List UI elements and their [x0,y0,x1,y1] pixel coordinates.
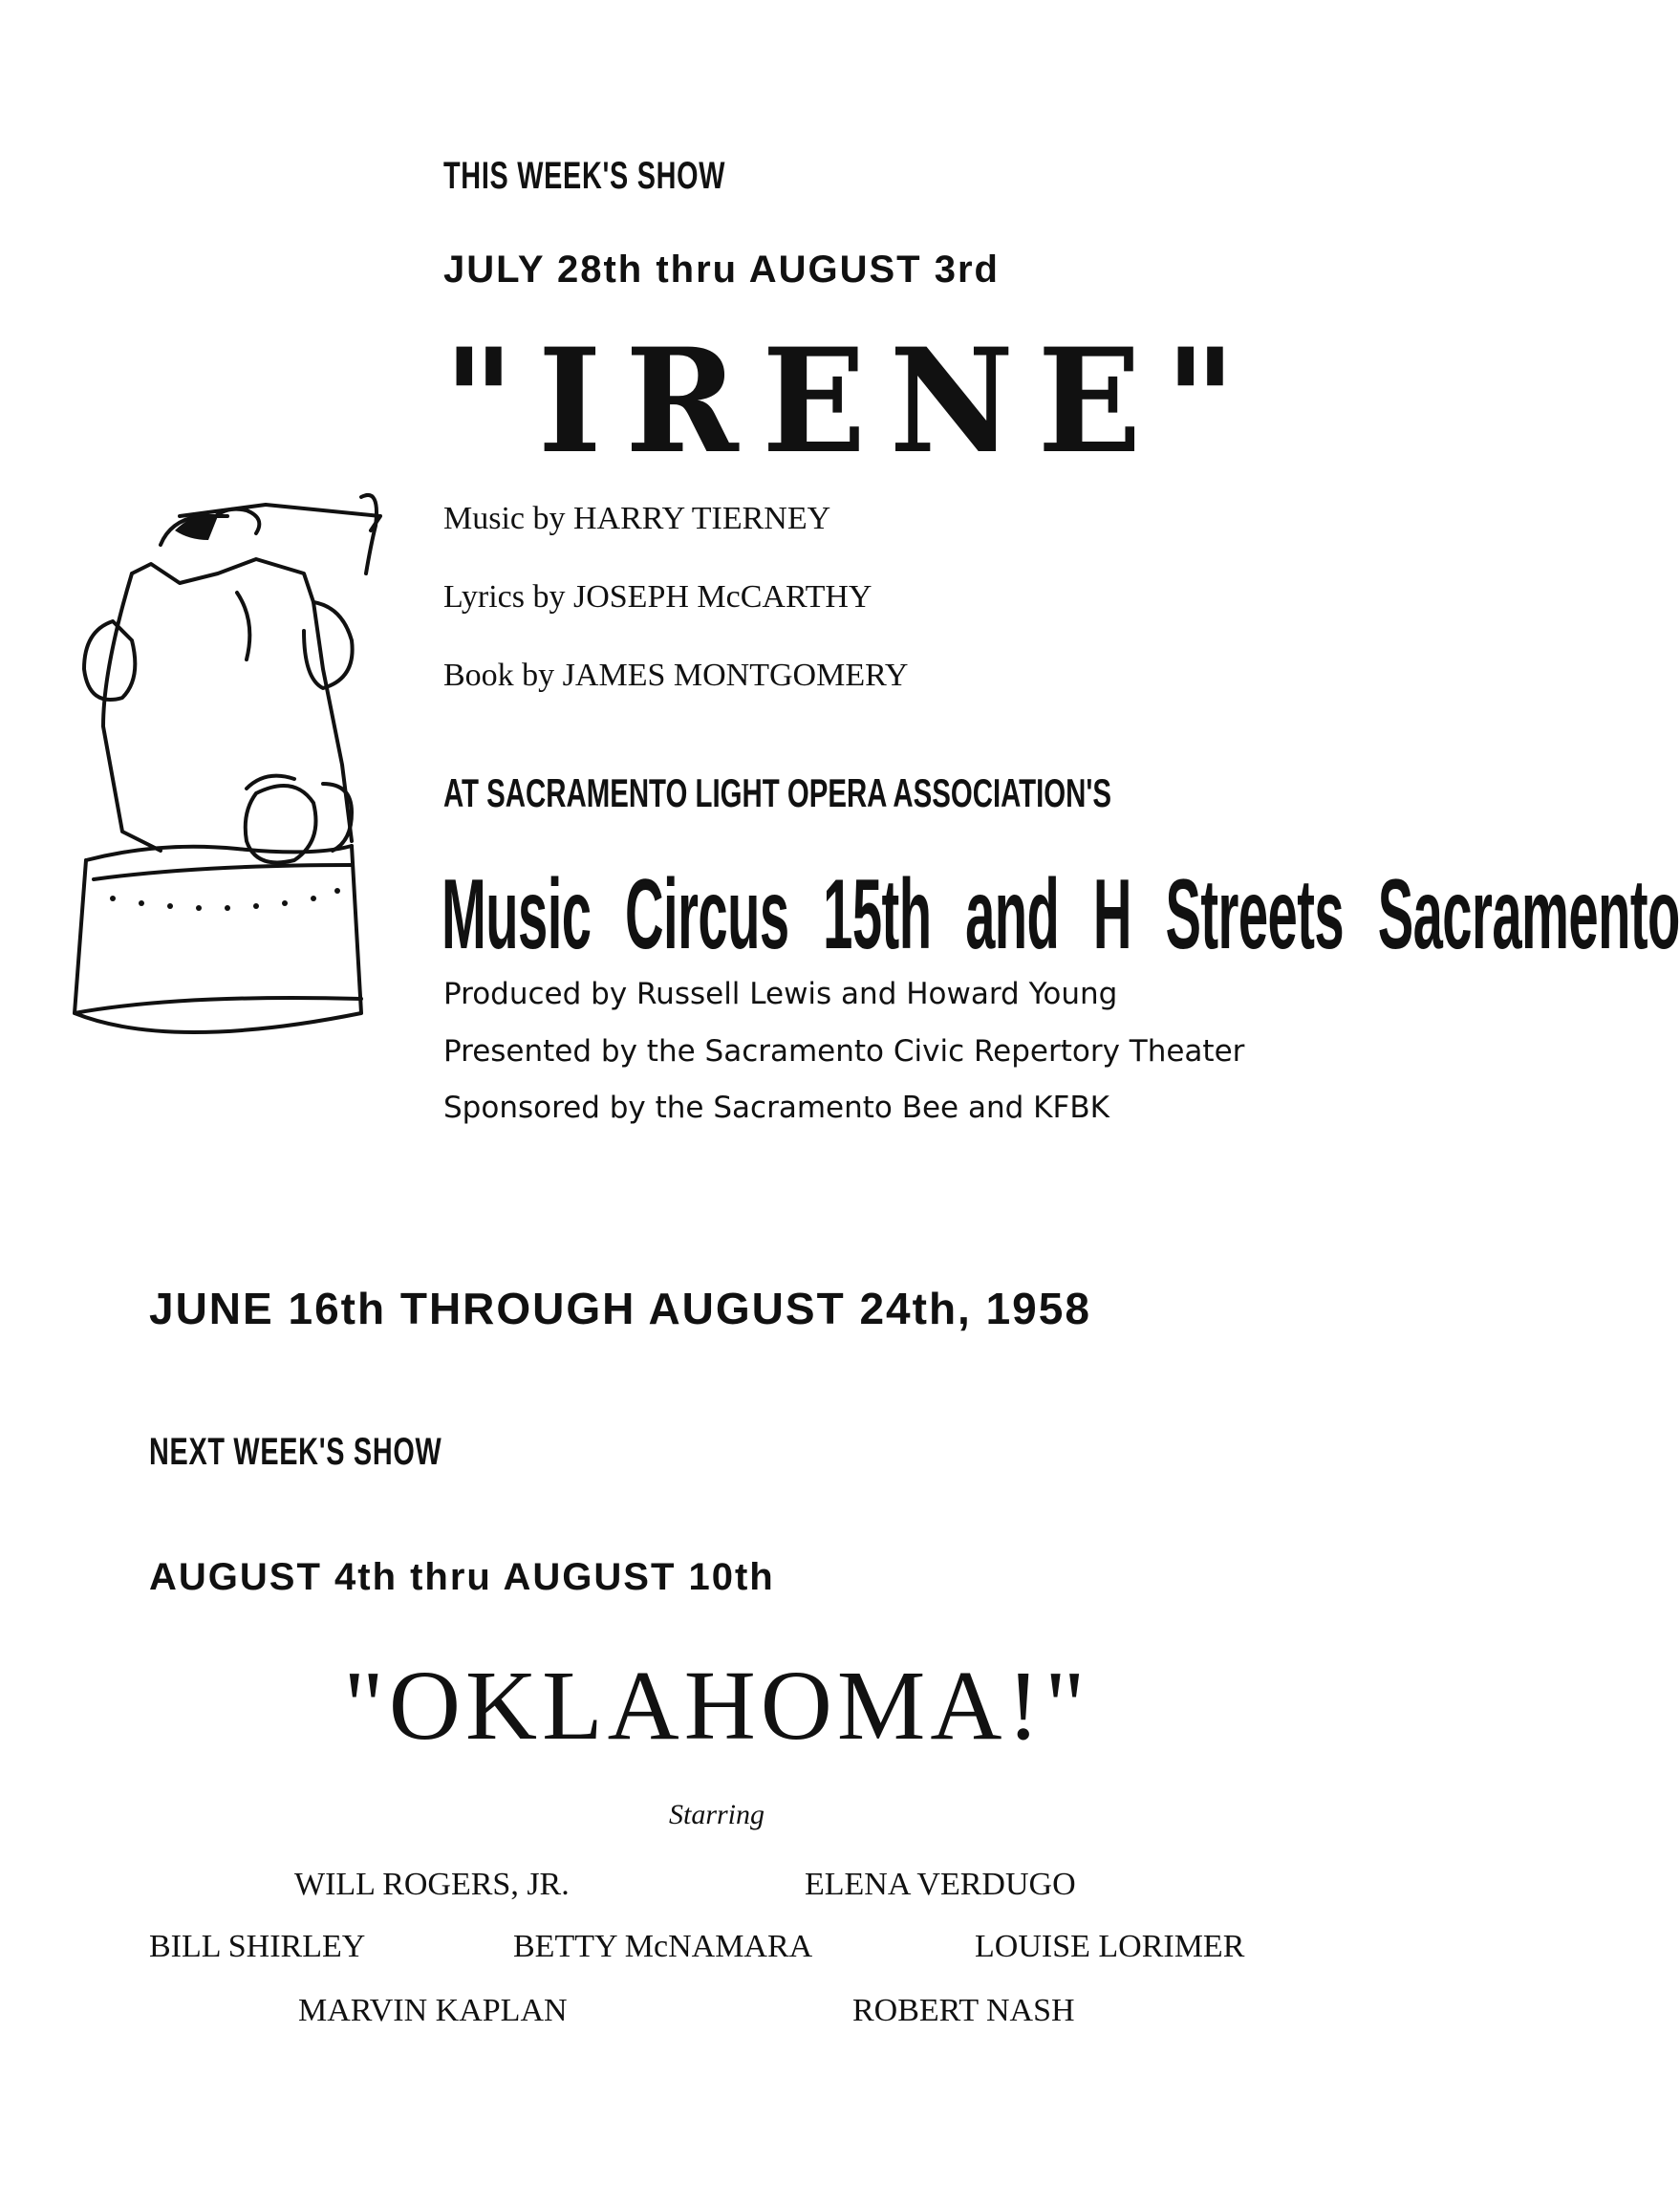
next-week-heading: NEXT WEEK'S SHOW [149,1431,442,1473]
star-name: BILL SHIRLEY [149,1929,366,1964]
this-week-heading: THIS WEEK'S SHOW [443,155,726,197]
presented-by: Presented by the Sacramento Civic Repertory Theater [443,1034,1245,1069]
star-name: LOUISE LORIMER [975,1929,1245,1964]
sketch-figure-icon [65,478,390,1051]
next-week-title: "OKLAHOMA!" [343,1651,1090,1761]
venue-line: Music Circus 15th and H Streets Sacramento [442,859,1680,970]
season-dates: JUNE 16th THROUGH AUGUST 24th, 1958 [149,1284,1091,1333]
star-name: ROBERT NASH [852,1993,1075,2028]
star-name: WILL ROGERS, JR. [294,1867,570,1902]
music-credit: Music by HARRY TIERNEY [443,501,831,536]
book-credit: Book by JAMES MONTGOMERY [443,658,909,693]
sponsored-by: Sponsored by the Sacramento Bee and KFBK [443,1091,1109,1125]
star-name: ELENA VERDUGO [805,1867,1076,1902]
star-name: MARVIN KAPLAN [298,1993,568,2028]
produced-by: Produced by Russell Lewis and Howard Young [443,977,1118,1011]
this-week-title: "IRENE" [443,317,1260,486]
star-name: BETTY McNAMARA [513,1929,813,1964]
next-week-dates: AUGUST 4th thru AUGUST 10th [149,1556,775,1598]
association-line: AT SACRAMENTO LIGHT OPERA ASSOCIATION'S [443,770,1112,815]
starring-label: Starring [668,1799,765,1830]
lyrics-credit: Lyrics by JOSEPH McCARTHY [443,579,872,615]
this-week-dates: JULY 28th thru AUGUST 3rd [443,249,1000,291]
